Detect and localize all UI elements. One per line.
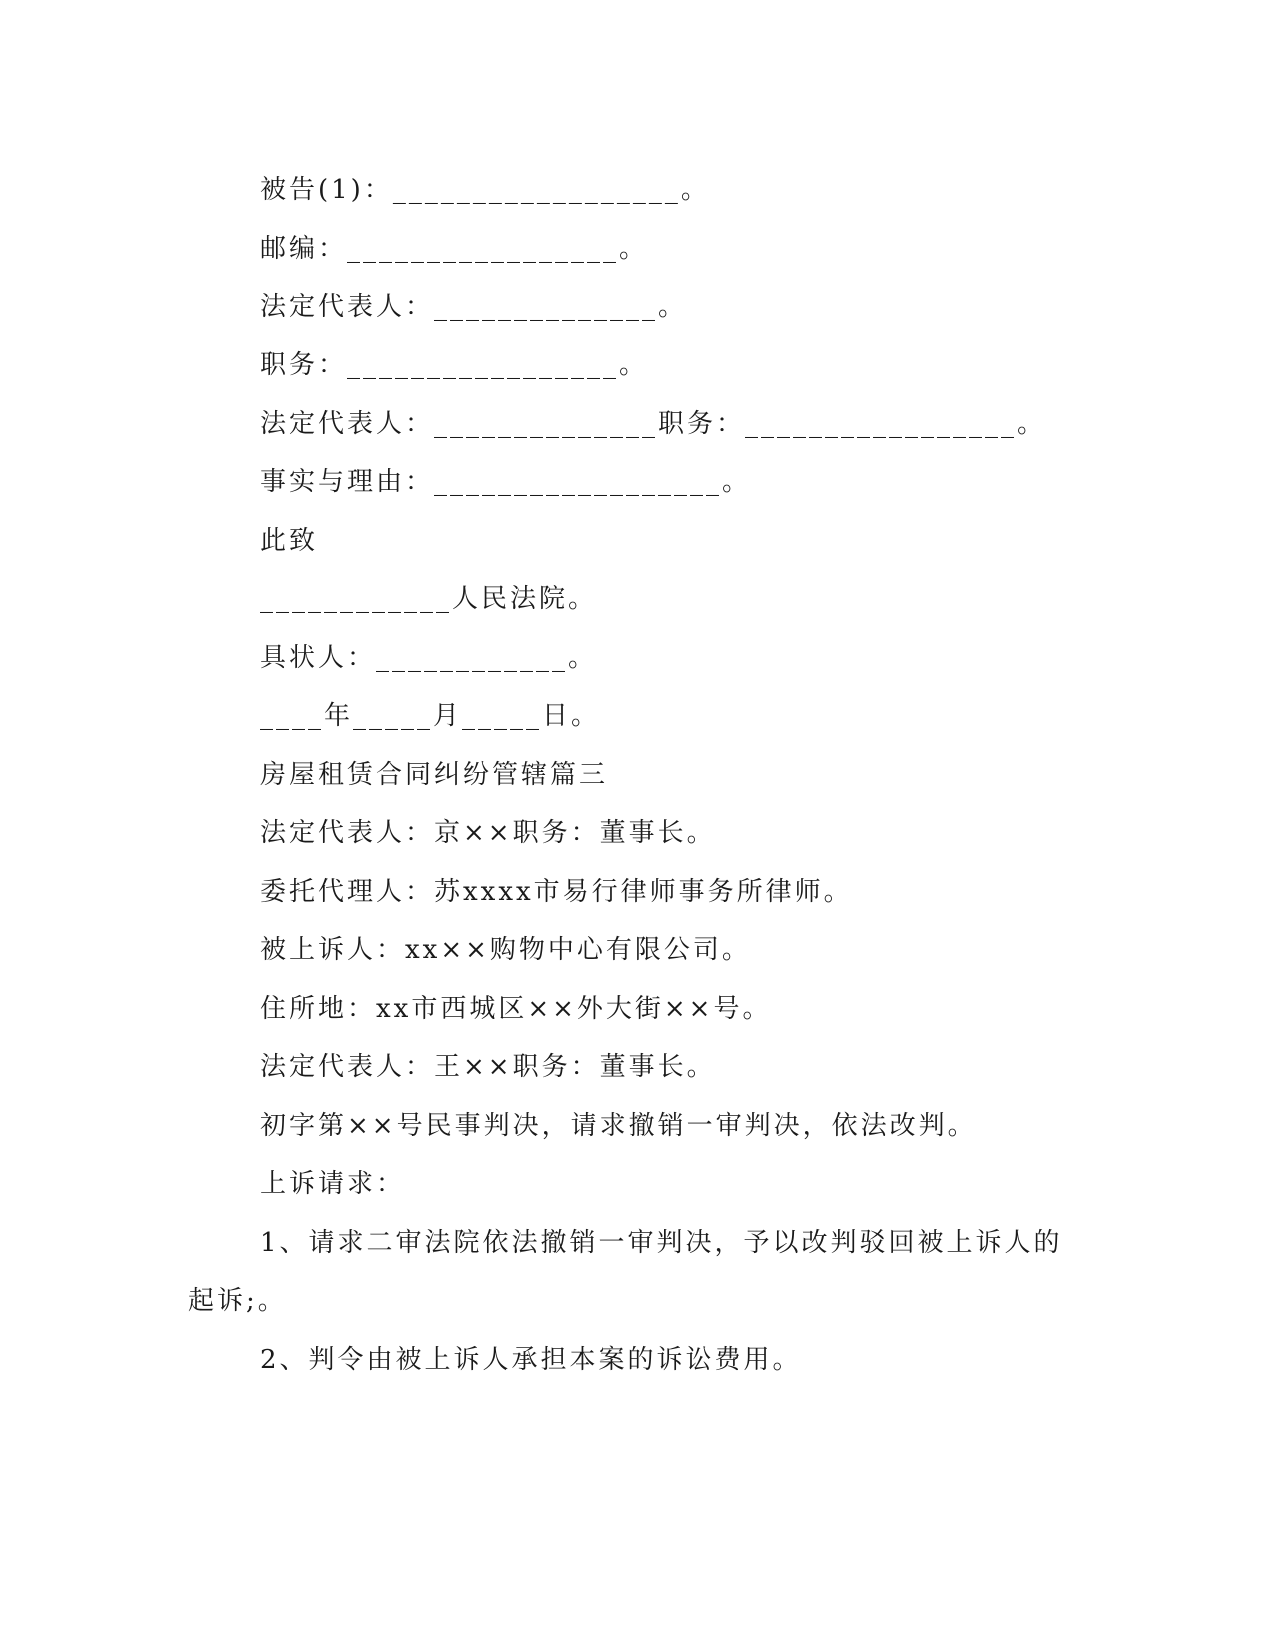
position-line: 职务：_________________。 (260, 350, 649, 380)
request-item-1-continuation: 起诉;。 (188, 1286, 287, 1316)
date-line: ____年_____月_____日。 (260, 701, 601, 731)
representative-position-line: 法定代表人：______________职务：_________________。 (260, 409, 1047, 439)
legal-representative-jing-line: 法定代表人：京××职务：董事长。 (260, 818, 716, 848)
agent-line: 委托代理人：苏xxxx市易行律师事务所律师。 (260, 877, 853, 907)
salutation-line: 此致 (260, 526, 319, 556)
legal-representative-line: 法定代表人：______________。 (260, 292, 688, 322)
address-line: 住所地：xx市西城区××外大街××号。 (260, 994, 772, 1024)
defendant-line: 被告(1)：__________________。 (260, 175, 710, 205)
court-line: ____________人民法院。 (260, 584, 598, 614)
section-heading: 房屋租赁合同纠纷管辖篇三 (260, 760, 609, 790)
appellee-line: 被上诉人：xx××购物中心有限公司。 (260, 935, 751, 965)
request-item-2: 2、判令由被上诉人承担本案的诉讼费用。 (260, 1345, 802, 1375)
legal-representative-wang-line: 法定代表人：王××职务：董事长。 (260, 1052, 716, 1082)
request-item-1: 1、请求二审法院依法撤销一审判决，予以改判驳回被上诉人的 (260, 1228, 1063, 1258)
petitioner-line: 具状人：____________。 (260, 643, 598, 673)
postcode-line: 邮编：_________________。 (260, 234, 649, 264)
facts-reasons-line: 事实与理由：__________________。 (260, 467, 752, 497)
appeal-request-heading: 上诉请求： (260, 1169, 406, 1199)
judgment-line: 初字第××号民事判决，请求撤销一审判决，依法改判。 (260, 1111, 977, 1141)
